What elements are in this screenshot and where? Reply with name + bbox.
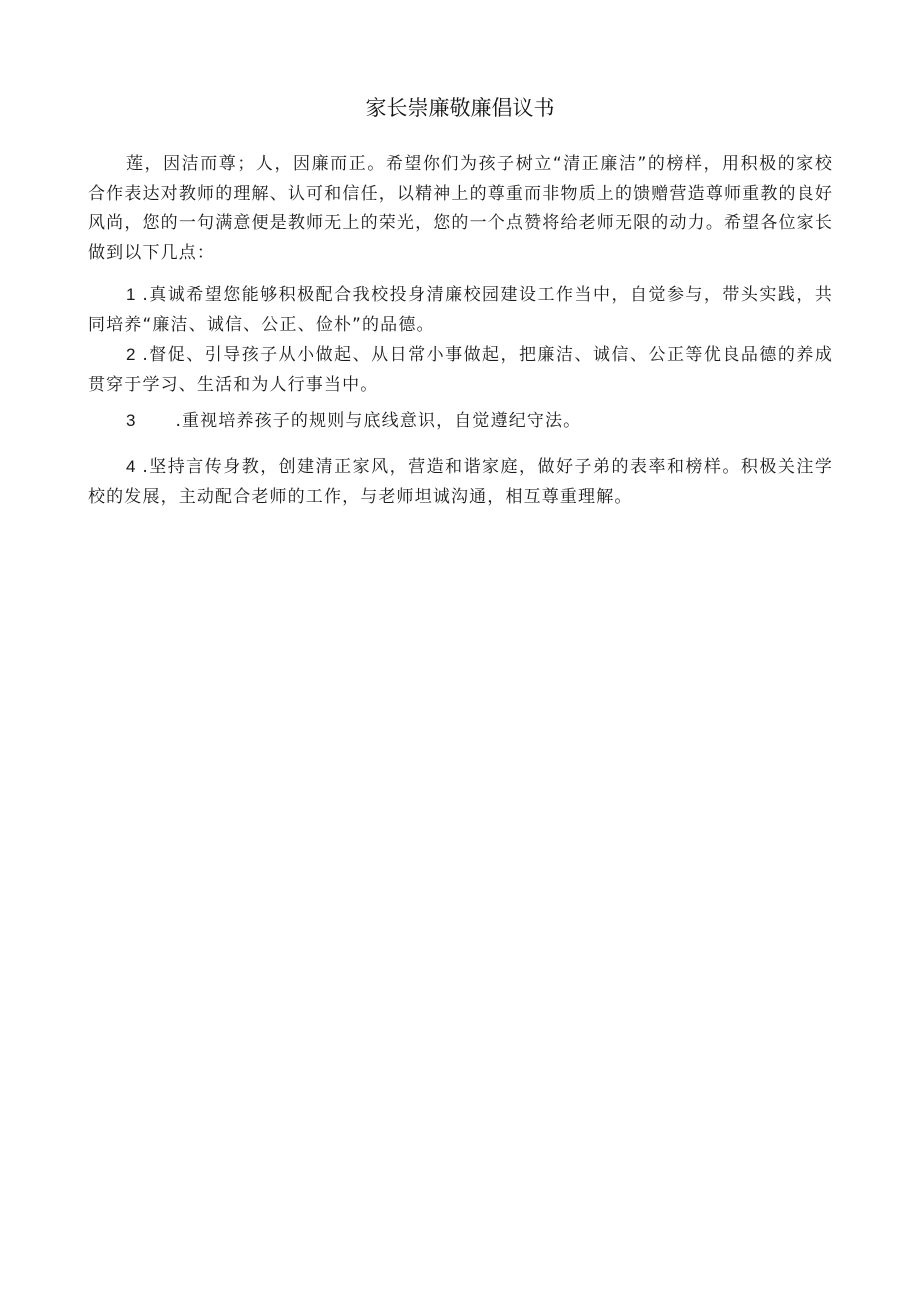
list-item-4-number: 4 — [126, 457, 136, 476]
list-item-1-text: .真诚希望您能够积极配合我校投身清廉校园建设工作当中，自觉参与，带头实践，共同培养“廉洁、诚信、公正、俭朴”的品德。 — [88, 285, 833, 335]
intro-paragraph: 莲，因洁而尊；人，因廉而正。希望你们为孩子树立“清正廉洁”的榜样，用积极的家校合作表达对教师的理解、认可和信任，以精神上的尊重而非物质上的馈赠营造尊师重教的良好风尚，您的一句满意便是教师无上的荣光，您的一个点赞将给老师无限的动力。希望各位家长做到以下几点： — [88, 154, 833, 263]
list-item-2 — [88, 340, 833, 400]
list-item-4-text: .坚持言传身教，创建清正家风，营造和谐家庭，做好子弟的表率和榜样。积极关注学校的发展，主动配合老师的工作，与老师坦诚沟通，相互尊重理解。 — [88, 457, 833, 507]
list-item-3-text: .重视培养孩子的规则与底线意识，自觉遵纪守法。 — [175, 411, 582, 431]
list-item-2-text: .督促、引导孩子从小做起、从日常小事做起，把廉洁、诚信、公正等优良品德的养成贯穿于学习、生活和为人行事当中。 — [88, 345, 833, 395]
list-item-4 — [88, 452, 833, 512]
list-item-1 — [88, 280, 833, 340]
document-title: 家长崇廉敬廉倡议书 — [365, 96, 555, 120]
list-item-3-number: 3 — [126, 411, 136, 430]
list-item-3 — [88, 406, 833, 437]
list-item-2-number: 2 — [126, 345, 136, 364]
list-item-1-number: 1 — [126, 285, 136, 304]
